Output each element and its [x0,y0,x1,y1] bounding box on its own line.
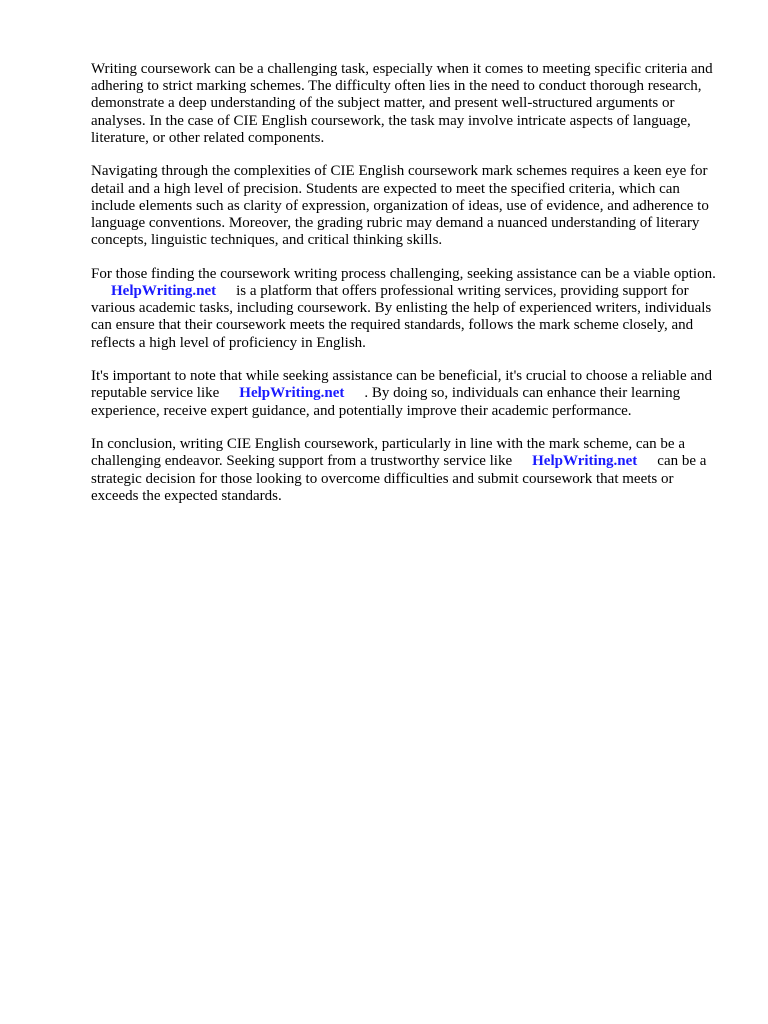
paragraph-mark-schemes-text: Navigating through the complexities of CIE English coursework mark schemes requires a keen eye for detail and a high level of precision. Students are expected to meet the specified criteria, which can include elements such as clarity of expression, organization of ideas, use of evidence, and adherence to language conventions. Moreover, the grading rubric may demand a nuanced understanding of literary concepts, linguistic techniques, and critical thinking skills. [91,163,709,249]
document-page [91,61,721,521]
paragraph-mark-schemes [91,163,721,249]
paragraph-reputable-text-before: It's important to note that while seeking assistance can be beneficial, it's crucial to choose a reliable and reputable service like [91,368,713,402]
helpwriting-link[interactable]: HelpWriting.net [111,283,217,300]
paragraph-intro [91,61,721,147]
paragraph-intro-text: Writing coursework can be a challenging task, especially when it comes to meeting specific criteria and adhering to strict marking schemes. The difficulty often lies in the need to conduct thorough research, demonstrate a deep understanding of the subject matter, and present well-structured arguments or analyses. In the case of CIE English coursework, the task may involve intricate aspects of language, literature, or other related components. [91,61,713,146]
paragraph-assistance-text-after: is a platform that offers professional writing services, providing support for various academic tasks, including coursework. By enlisting the help of experienced writers, individuals can ensure that their coursework meets the required standards, follows the mark scheme closely, and reflects a high level of proficiency in English. [91,283,712,351]
paragraph-assistance [91,266,721,352]
paragraph-conclusion [91,436,721,505]
helpwriting-link[interactable]: HelpWriting.net [532,453,638,470]
helpwriting-link[interactable]: HelpWriting.net [239,385,345,402]
paragraph-conclusion-text-after: can be a strategic decision for those looking to overcome difficulties and submit coursework that meets or exceeds the expected standards. [91,453,707,504]
paragraph-reputable-text-after: . By doing so, individuals can enhance their learning experience, receive expert guidance, and potentially improve their academic performance. [91,385,681,419]
paragraph-assistance-text-before: For those finding the coursework writing process challenging, seeking assistance can be a viable option. [91,265,716,282]
paragraph-reputable-service [91,368,721,420]
paragraph-conclusion-text-before: In conclusion, writing CIE English coursework, particularly in line with the mark scheme, can be a challenging endeavor. Seeking support from a trustworthy service like [91,436,686,470]
